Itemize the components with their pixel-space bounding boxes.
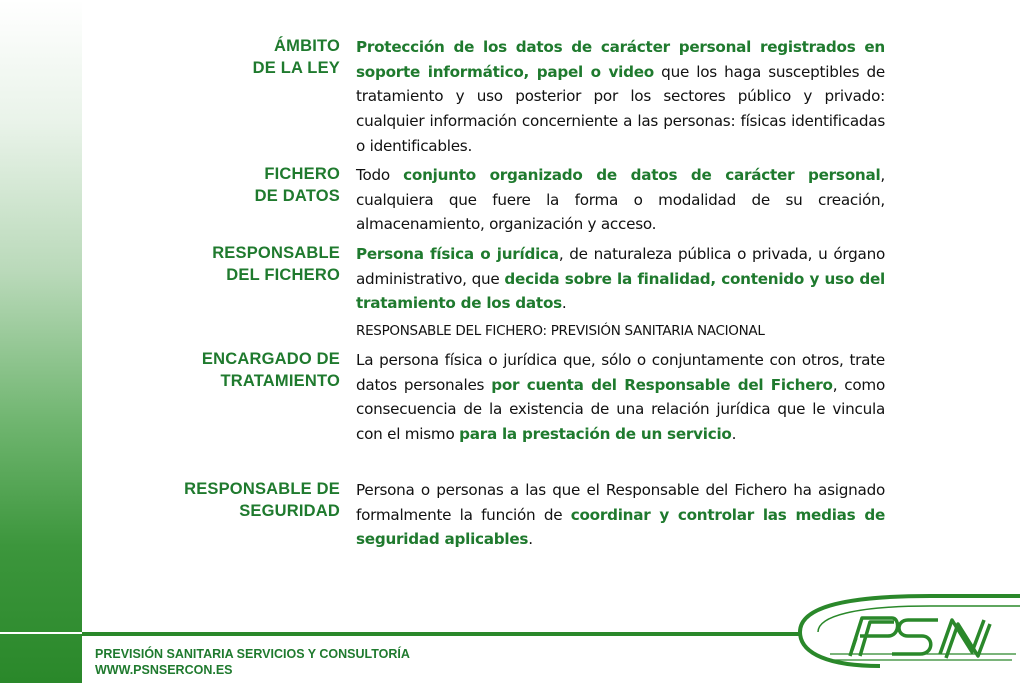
- text-highlight: coordinar y controlar las medias de seguridad aplicables: [356, 505, 885, 549]
- row-text: [356, 478, 885, 552]
- row-text: [356, 242, 885, 340]
- row-label: [140, 348, 340, 392]
- text-highlight: Persona física o jurídica: [356, 245, 559, 263]
- text-run: , de naturaleza pública o privada, u órgano administrativo, que: [356, 245, 886, 288]
- text-run: .: [731, 425, 737, 444]
- text-run: .: [561, 294, 567, 313]
- footer-company: PREVISIÓN SANITARIA SERVICIOS Y CONSULTORÍA: [95, 647, 410, 661]
- side-gradient-band: [0, 0, 82, 683]
- row-text: [356, 163, 885, 237]
- label-line-2: DE DATOS: [254, 187, 340, 205]
- text-run: Persona o personas a las que el Responsable del Fichero ha asignado formalmente la función de: [356, 481, 885, 524]
- text-highlight: decida sobre la finalidad, contenido y uso del tratamiento de los datos: [356, 269, 885, 313]
- row-label: [140, 478, 340, 522]
- label-line-1: RESPONSABLE DE: [184, 480, 340, 498]
- text-run: que los haga susceptibles de tratamiento y uso posterior por los sectores público y privado: cualquier información concerniente a las personas: físicas identificadas o identificables.: [356, 62, 886, 155]
- text-highlight: conjunto organizado de datos de carácter personal: [403, 166, 881, 184]
- responsible-note: RESPONSABLE DEL FICHERO: PREVISIÓN SANITARIA NACIONAL: [356, 323, 765, 340]
- row-text: [356, 35, 885, 159]
- side-divider: [0, 632, 82, 634]
- row-text: [356, 348, 885, 447]
- label-line-2: DEL FICHERO: [226, 266, 340, 284]
- text-run: .: [528, 530, 533, 549]
- footer-divider: [82, 632, 802, 636]
- label-line-1: FICHERO: [264, 165, 340, 183]
- row-label: [140, 35, 340, 79]
- row-label: [140, 242, 340, 286]
- psn-logo: [790, 592, 1024, 672]
- text-run: La persona física o jurídica que, sólo o conjuntamente con otros, trate datos personales: [356, 351, 885, 394]
- label-line-1: ÁMBITO: [274, 37, 340, 55]
- footer-website: WWW.PSNSERCON.ES: [95, 663, 233, 677]
- text-highlight: Protección de los datos de carácter personal registrados en soporte informático, papel o video: [356, 38, 885, 81]
- text-run: Todo: [356, 166, 404, 184]
- footer: [95, 646, 410, 678]
- label-line-2: SEGURIDAD: [239, 502, 340, 520]
- label-line-1: ENCARGADO DE: [201, 350, 340, 368]
- row-label: [140, 163, 340, 207]
- text-run: , cualquiera que fuere la forma o modalidad de su creación, almacenamiento, organización y acceso.: [356, 166, 885, 234]
- label-line-1: RESPONSABLE: [212, 244, 340, 262]
- label-line-2: TRATAMIENTO: [220, 372, 340, 390]
- text-highlight: para la prestación de un servicio: [459, 425, 732, 444]
- label-line-2: DE LA LEY: [252, 59, 340, 77]
- text-highlight: por cuenta del Responsable del Fichero: [491, 375, 833, 394]
- text-run: , como consecuencia de la existencia de una relación jurídica que le vincula con el mismo: [356, 375, 885, 444]
